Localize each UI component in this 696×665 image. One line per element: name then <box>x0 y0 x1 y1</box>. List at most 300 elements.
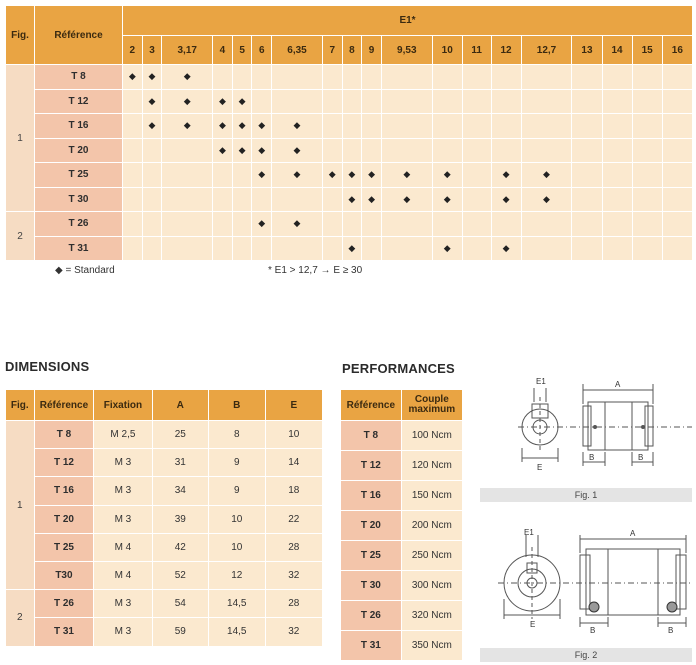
empty-cell <box>123 212 143 237</box>
diamond-icon: ◆ <box>293 169 301 180</box>
diamond-icon: ◆ <box>403 169 411 180</box>
empty-cell <box>572 187 602 212</box>
legend-standard: ◆ = Standard <box>55 265 115 276</box>
compat-row <box>6 138 693 163</box>
reference-cell: T 8 <box>35 65 123 90</box>
reference-cell: T 16 <box>34 477 94 505</box>
fig2-label-b-left: B <box>590 626 596 635</box>
standard-mark <box>232 114 252 139</box>
empty-cell <box>322 187 342 212</box>
diamond-icon: ◆ <box>238 120 246 131</box>
fig2-drawing <box>480 527 692 645</box>
diamond-icon: ◆ <box>218 120 226 131</box>
dimension-fixation-cell: M 3 <box>94 590 152 618</box>
compat-row <box>6 236 693 261</box>
performances-header-row <box>341 390 463 421</box>
e1-value-header: 2 <box>123 36 143 65</box>
empty-cell <box>521 65 572 90</box>
diamond-icon: ◆ <box>183 120 191 131</box>
diamond-icon: ◆ <box>348 193 356 204</box>
standard-mark <box>232 89 252 114</box>
empty-cell <box>362 212 382 237</box>
e1-value-header: 9,53 <box>381 36 432 65</box>
empty-cell <box>521 236 572 261</box>
e1-value-header: 7 <box>322 36 342 65</box>
fig1-drawing <box>480 372 692 472</box>
performances-row <box>341 421 463 451</box>
empty-cell <box>252 236 272 261</box>
dimensions-header-cell: Fixation <box>94 390 152 421</box>
reference-cell: T 31 <box>34 618 94 646</box>
reference-cell: T 31 <box>35 236 123 261</box>
dimension-a-cell: 39 <box>152 505 208 533</box>
fig-cell: 2 <box>6 590 35 646</box>
empty-cell <box>572 89 602 114</box>
reference-cell: T 26 <box>34 590 94 618</box>
empty-cell <box>162 138 213 163</box>
diamond-icon: ◆ <box>238 95 246 106</box>
empty-cell <box>662 89 692 114</box>
diamond-icon: ◆ <box>502 169 510 180</box>
empty-cell <box>662 212 692 237</box>
empty-cell <box>432 89 462 114</box>
standard-mark <box>142 89 162 114</box>
perf-torque-header-text: Couple maximum <box>408 394 456 415</box>
dimension-b-cell: 12 <box>208 561 265 589</box>
empty-cell <box>602 65 632 90</box>
empty-cell <box>362 65 382 90</box>
empty-cell <box>232 212 252 237</box>
perf-torque-header <box>401 390 462 421</box>
fig2-label-b-right: B <box>668 626 674 635</box>
empty-cell <box>572 236 602 261</box>
empty-cell <box>462 89 491 114</box>
diamond-icon: ◆ <box>128 71 136 82</box>
dimension-e-cell: 32 <box>265 618 322 646</box>
empty-cell <box>462 65 491 90</box>
dimensions-title: DIMENSIONS <box>5 359 90 374</box>
dimension-fixation-cell: M 3 <box>94 618 152 646</box>
standard-mark <box>252 212 272 237</box>
empty-cell <box>432 114 462 139</box>
empty-cell <box>572 138 602 163</box>
fig-cell: 1 <box>6 421 35 590</box>
diamond-icon: ◆ <box>218 144 226 155</box>
dimension-a-cell: 34 <box>152 477 208 505</box>
reference-cell: T30 <box>34 561 94 589</box>
standard-mark <box>162 114 213 139</box>
diamond-icon: ◆ <box>368 169 375 180</box>
diamond-icon: ◆ <box>258 120 266 131</box>
empty-cell <box>213 212 233 237</box>
dimensions-row <box>6 449 323 477</box>
empty-cell <box>123 163 143 188</box>
reference-cell: T 30 <box>35 187 123 212</box>
empty-cell <box>491 89 521 114</box>
dimensions-header-cell: Fig. <box>6 390 35 421</box>
standard-mark <box>213 114 233 139</box>
diamond-icon: ◆ <box>348 242 356 253</box>
empty-cell <box>632 89 662 114</box>
empty-cell <box>462 187 491 212</box>
empty-cell <box>142 212 162 237</box>
empty-cell <box>602 163 632 188</box>
e1-value-header: 16 <box>662 36 692 65</box>
empty-cell <box>232 65 252 90</box>
empty-cell <box>162 236 213 261</box>
dimension-b-cell: 9 <box>208 477 265 505</box>
standard-mark <box>162 65 213 90</box>
fig1-label-a: A <box>615 380 621 389</box>
dimension-fixation-cell: M 3 <box>94 449 152 477</box>
dimension-b-cell: 14,5 <box>208 590 265 618</box>
empty-cell <box>632 236 662 261</box>
e1-value-header: 11 <box>462 36 491 65</box>
empty-cell <box>123 236 143 261</box>
performances-row <box>341 631 463 661</box>
diamond-icon: ◆ <box>368 193 375 204</box>
compat-row <box>6 114 693 139</box>
dimension-e-cell: 22 <box>265 505 322 533</box>
standard-mark <box>232 138 252 163</box>
dimension-e-cell: 28 <box>265 590 322 618</box>
dimension-a-cell: 54 <box>152 590 208 618</box>
empty-cell <box>381 114 432 139</box>
dimension-a-cell: 52 <box>152 561 208 589</box>
empty-cell <box>232 163 252 188</box>
empty-cell <box>632 187 662 212</box>
empty-cell <box>272 236 323 261</box>
diamond-icon: ◆ <box>293 120 301 131</box>
empty-cell <box>362 114 382 139</box>
performances-title: PERFORMANCES <box>342 361 455 376</box>
fig1-label-e1: E1 <box>536 377 546 386</box>
empty-cell <box>662 236 692 261</box>
diamond-icon: ◆ <box>258 144 266 155</box>
empty-cell <box>491 65 521 90</box>
fig1-label-b-right: B <box>638 453 644 462</box>
empty-cell <box>272 187 323 212</box>
empty-cell <box>602 138 632 163</box>
reference-cell: T 25 <box>35 163 123 188</box>
empty-cell <box>381 212 432 237</box>
empty-cell <box>362 89 382 114</box>
performances-body <box>341 421 463 661</box>
performances-row <box>341 481 463 511</box>
fig2-caption: Fig. 2 <box>480 648 692 662</box>
empty-cell <box>322 89 342 114</box>
empty-cell <box>521 89 572 114</box>
dimensions-header-cell: Référence <box>34 390 94 421</box>
standard-mark <box>491 187 521 212</box>
empty-cell <box>432 138 462 163</box>
empty-cell <box>232 236 252 261</box>
standard-mark <box>432 236 462 261</box>
compat-row <box>6 89 693 114</box>
e1-value-header: 5 <box>232 36 252 65</box>
compatibility-table <box>5 5 693 261</box>
e1-value-header: 13 <box>572 36 602 65</box>
empty-cell <box>381 89 432 114</box>
dimension-a-cell: 25 <box>152 421 208 449</box>
empty-cell <box>322 212 342 237</box>
empty-cell <box>602 89 632 114</box>
reference-cell: T 16 <box>341 481 402 511</box>
standard-mark <box>142 114 162 139</box>
dimension-fixation-cell: M 2,5 <box>94 421 152 449</box>
diamond-icon: ◆ <box>293 144 301 155</box>
empty-cell <box>632 138 662 163</box>
fig1-label-e: E <box>537 463 543 472</box>
torque-cell: 320 Ncm <box>401 601 462 631</box>
dimension-a-cell: 31 <box>152 449 208 477</box>
empty-cell <box>142 187 162 212</box>
empty-cell <box>572 212 602 237</box>
empty-cell <box>381 65 432 90</box>
empty-cell <box>142 236 162 261</box>
standard-mark <box>252 163 272 188</box>
empty-cell <box>602 114 632 139</box>
empty-cell <box>662 138 692 163</box>
performances-row <box>341 601 463 631</box>
empty-cell <box>572 114 602 139</box>
empty-cell <box>272 89 323 114</box>
empty-cell <box>123 138 143 163</box>
dimension-e-cell: 14 <box>265 449 322 477</box>
empty-cell <box>491 138 521 163</box>
standard-mark <box>491 236 521 261</box>
e1-header: E1* <box>123 6 693 36</box>
empty-cell <box>142 138 162 163</box>
dimensions-row <box>6 477 323 505</box>
reference-header: Référence <box>35 6 123 65</box>
reference-cell: T 20 <box>35 138 123 163</box>
empty-cell <box>662 65 692 90</box>
empty-cell <box>491 114 521 139</box>
empty-cell <box>342 138 362 163</box>
e1-value-header: 3 <box>142 36 162 65</box>
empty-cell <box>162 187 213 212</box>
dimension-b-cell: 10 <box>208 533 265 561</box>
reference-cell: T 31 <box>341 631 402 661</box>
dimension-b-cell: 8 <box>208 421 265 449</box>
e1-value-header: 12 <box>491 36 521 65</box>
dimensions-row <box>6 533 323 561</box>
standard-mark <box>521 187 572 212</box>
reference-cell: T 30 <box>341 571 402 601</box>
diamond-icon: ◆ <box>348 169 356 180</box>
e1-value-header: 15 <box>632 36 662 65</box>
torque-cell: 100 Ncm <box>401 421 462 451</box>
diamond-icon: ◆ <box>443 169 451 180</box>
diamond-icon: ◆ <box>502 193 510 204</box>
reference-cell: T 12 <box>34 449 94 477</box>
dimensions-row <box>6 561 323 589</box>
empty-cell <box>213 236 233 261</box>
empty-cell <box>123 187 143 212</box>
reference-cell: T 25 <box>34 533 94 561</box>
empty-cell <box>632 212 662 237</box>
diamond-icon: ◆ <box>543 169 550 180</box>
empty-cell <box>462 138 491 163</box>
empty-cell <box>462 236 491 261</box>
empty-cell <box>602 187 632 212</box>
standard-mark <box>521 163 572 188</box>
standard-mark <box>213 89 233 114</box>
empty-cell <box>462 163 491 188</box>
standard-mark <box>342 187 362 212</box>
diamond-icon: ◆ <box>403 193 411 204</box>
diamond-icon: ◆ <box>148 95 156 106</box>
empty-cell <box>162 212 213 237</box>
standard-mark <box>252 114 272 139</box>
empty-cell <box>491 212 521 237</box>
empty-cell <box>662 163 692 188</box>
dimension-e-cell: 28 <box>265 533 322 561</box>
reference-cell: T 26 <box>341 601 402 631</box>
dimension-b-cell: 9 <box>208 449 265 477</box>
e1-value-header: 6 <box>252 36 272 65</box>
dimension-e-cell: 32 <box>265 561 322 589</box>
dimension-fixation-cell: M 4 <box>94 561 152 589</box>
dimensions-row <box>6 505 323 533</box>
empty-cell <box>342 89 362 114</box>
torque-cell: 150 Ncm <box>401 481 462 511</box>
empty-cell <box>213 187 233 212</box>
fig-cell: 2 <box>6 212 35 261</box>
dimension-a-cell: 59 <box>152 618 208 646</box>
e1-value-header: 4 <box>213 36 233 65</box>
compat-body <box>6 65 693 261</box>
e1-value-header: 12,7 <box>521 36 572 65</box>
empty-cell <box>322 114 342 139</box>
dimension-b-cell: 14,5 <box>208 618 265 646</box>
dimensions-header-row <box>6 390 323 421</box>
empty-cell <box>342 65 362 90</box>
empty-cell <box>462 114 491 139</box>
performances-row <box>341 571 463 601</box>
reference-cell: T 20 <box>34 505 94 533</box>
dimensions-table <box>5 389 323 647</box>
empty-cell <box>213 163 233 188</box>
reference-cell: T 12 <box>35 89 123 114</box>
torque-cell: 250 Ncm <box>401 541 462 571</box>
empty-cell <box>123 114 143 139</box>
standard-mark <box>432 163 462 188</box>
e1-value-header: 10 <box>432 36 462 65</box>
reference-cell: T 25 <box>341 541 402 571</box>
empty-cell <box>362 236 382 261</box>
standard-mark <box>272 114 323 139</box>
dimension-e-cell: 18 <box>265 477 322 505</box>
empty-cell <box>632 114 662 139</box>
empty-cell <box>142 163 162 188</box>
dimensions-header-cell: E <box>265 390 322 421</box>
fig2-label-e1: E1 <box>524 528 534 537</box>
empty-cell <box>632 65 662 90</box>
performances-row <box>341 451 463 481</box>
empty-cell <box>252 65 272 90</box>
fig2-label-a: A <box>630 529 636 538</box>
compat-row <box>6 187 693 212</box>
fig1-side-view-body <box>588 402 648 450</box>
reference-cell: T 8 <box>34 421 94 449</box>
performances-table <box>340 389 463 661</box>
dimension-e-cell: 10 <box>265 421 322 449</box>
fig-cell: 1 <box>6 65 35 212</box>
standard-mark <box>342 236 362 261</box>
diamond-icon: ◆ <box>258 218 266 229</box>
dimensions-row <box>6 618 323 646</box>
fig2-label-e: E <box>530 620 536 629</box>
empty-cell <box>432 65 462 90</box>
e1-value-header: 6,35 <box>272 36 323 65</box>
torque-cell: 200 Ncm <box>401 511 462 541</box>
diamond-icon: ◆ <box>183 71 191 82</box>
standard-mark <box>342 163 362 188</box>
empty-cell <box>272 65 323 90</box>
standard-mark <box>123 65 143 90</box>
empty-cell <box>232 187 252 212</box>
compat-row <box>6 163 693 188</box>
fig-header: Fig. <box>6 6 35 65</box>
torque-cell: 300 Ncm <box>401 571 462 601</box>
standard-mark <box>362 163 382 188</box>
e1-value-header: 8 <box>342 36 362 65</box>
standard-mark <box>272 163 323 188</box>
standard-mark <box>162 89 213 114</box>
empty-cell <box>162 163 213 188</box>
diamond-icon: ◆ <box>238 144 246 155</box>
empty-cell <box>572 65 602 90</box>
reference-cell: T 16 <box>35 114 123 139</box>
dimension-fixation-cell: M 3 <box>94 505 152 533</box>
dimensions-body <box>6 421 323 647</box>
empty-cell <box>432 212 462 237</box>
e1-value-header: 3,17 <box>162 36 213 65</box>
empty-cell <box>322 138 342 163</box>
dimension-fixation-cell: M 3 <box>94 477 152 505</box>
empty-cell <box>322 236 342 261</box>
empty-cell <box>252 89 272 114</box>
standard-mark <box>381 187 432 212</box>
empty-cell <box>572 163 602 188</box>
standard-mark <box>252 138 272 163</box>
fig1-label-b-left: B <box>589 453 595 462</box>
dimensions-header-cell: B <box>208 390 265 421</box>
empty-cell <box>521 114 572 139</box>
empty-cell <box>602 236 632 261</box>
empty-cell <box>362 138 382 163</box>
diamond-icon: ◆ <box>443 242 451 253</box>
standard-mark <box>381 163 432 188</box>
empty-cell <box>381 138 432 163</box>
empty-cell <box>632 163 662 188</box>
performances-row <box>341 541 463 571</box>
standard-mark <box>432 187 462 212</box>
diamond-icon: ◆ <box>148 71 156 82</box>
dimensions-row <box>6 421 323 449</box>
empty-cell <box>662 114 692 139</box>
compat-row <box>6 212 693 237</box>
reference-cell: T 20 <box>341 511 402 541</box>
empty-cell <box>342 212 362 237</box>
fig1-caption: Fig. 1 <box>480 488 692 502</box>
diamond-icon: ◆ <box>293 218 301 229</box>
diamond-icon: ◆ <box>543 193 550 204</box>
legend-note: * E1 > 12,7 → E ≥ 30 <box>268 265 363 276</box>
diamond-icon: ◆ <box>218 95 226 106</box>
